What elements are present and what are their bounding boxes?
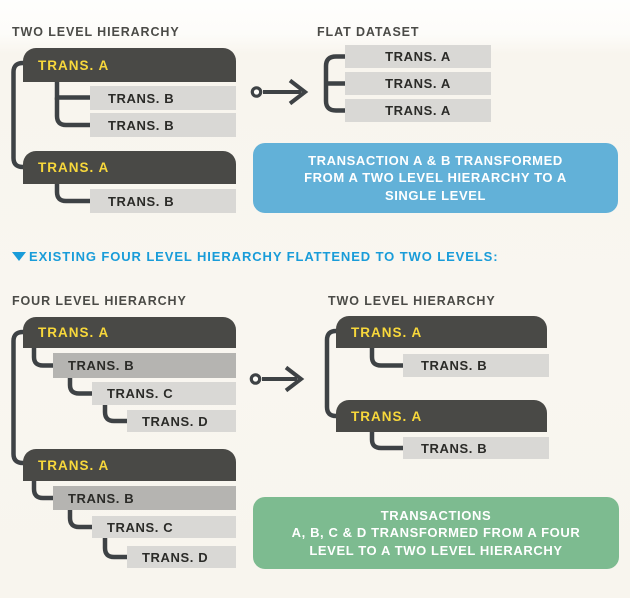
trans-b-bar xyxy=(90,189,236,213)
four-level-hierarchy-title: FOUR LEVEL HIERARCHY xyxy=(12,294,187,308)
callout-line: LEVEL TO A TWO LEVEL HIERARCHY xyxy=(309,542,563,558)
trans-a-bar xyxy=(345,45,491,68)
trans-b-bar xyxy=(53,486,236,510)
trans-a-label: TRANS. A xyxy=(38,325,110,340)
trans-c-bar xyxy=(92,516,236,538)
trans-b-bar xyxy=(403,437,549,459)
trans-a-label: TRANS. A xyxy=(385,103,451,118)
arrow-origin-dot xyxy=(251,375,259,383)
trans-b-label: TRANS. B xyxy=(421,358,488,373)
trans-a-label: TRANS. A xyxy=(351,408,423,424)
callout-line: SINGLE LEVEL xyxy=(384,187,487,203)
trans-b-label: TRANS. B xyxy=(108,90,175,106)
trans-c-label: TRANS. C xyxy=(107,519,174,535)
trans-a-bar xyxy=(336,316,547,348)
trans-c-bar xyxy=(92,382,236,405)
trans-b-label: TRANS. B xyxy=(108,117,175,133)
green-callout xyxy=(253,497,619,569)
trans-a-bar xyxy=(345,99,491,122)
trans-b-bar xyxy=(90,113,236,137)
trans-a-bar xyxy=(23,449,236,481)
trans-a-label: TRANS. A xyxy=(38,160,110,175)
trans-a-bar xyxy=(23,151,236,184)
trans-a-bar xyxy=(23,48,236,82)
trans-d-label: TRANS. D xyxy=(142,413,209,429)
bracket-connector xyxy=(14,332,27,463)
trans-d-bar xyxy=(127,546,236,568)
trans-a-label: TRANS. A xyxy=(385,76,451,91)
section-divider-label: EXISTING FOUR LEVEL HIERARCHY FLATTENED TO TWO LEVELS: xyxy=(29,249,499,264)
blue-callout xyxy=(253,143,618,213)
trans-b-label: TRANS. B xyxy=(68,490,135,506)
trans-b-label: TRANS. B xyxy=(108,193,175,209)
elbow-connector xyxy=(57,98,94,126)
trans-a-label: TRANS. A xyxy=(38,457,110,473)
callout-line: A, B, C & D TRANSFORMED FROM A FOUR xyxy=(291,525,581,541)
trans-b-label: TRANS. B xyxy=(421,440,488,456)
trans-b-label: TRANS. B xyxy=(68,358,135,373)
trans-c-label: TRANS. C xyxy=(107,386,174,401)
elbow-connector xyxy=(372,430,407,448)
two-level-result-title: TWO LEVEL HIERARCHY xyxy=(328,294,496,308)
two-level-hierarchy-title: TWO LEVEL HIERARCHY xyxy=(12,25,180,39)
trans-b-bar xyxy=(53,353,236,378)
callout-line: TRANSACTION A & B TRANSFORMED xyxy=(308,152,563,168)
trans-a-bar xyxy=(345,72,491,95)
trans-b-bar xyxy=(403,354,549,377)
trans-a-label: TRANS. A xyxy=(38,57,110,73)
trans-a-label: TRANS. A xyxy=(351,324,423,340)
elbow-connector xyxy=(57,182,94,201)
flat-dataset-title: FLAT DATASET xyxy=(317,25,420,39)
triangle-down-icon xyxy=(12,252,26,261)
trans-d-bar xyxy=(127,410,236,432)
callout-line: FROM A TWO LEVEL HIERARCHY TO A xyxy=(304,170,567,186)
arrow-origin-dot xyxy=(252,88,260,96)
elbow-connector xyxy=(372,346,407,366)
trans-a-bar xyxy=(23,317,236,348)
trans-d-label: TRANS. D xyxy=(142,549,209,565)
elbow-connector xyxy=(57,80,94,98)
trans-a-label: TRANS. A xyxy=(385,49,451,64)
callout-line: TRANSACTIONS xyxy=(380,507,492,523)
trans-a-bar xyxy=(336,400,547,432)
trans-b-bar xyxy=(90,86,236,110)
